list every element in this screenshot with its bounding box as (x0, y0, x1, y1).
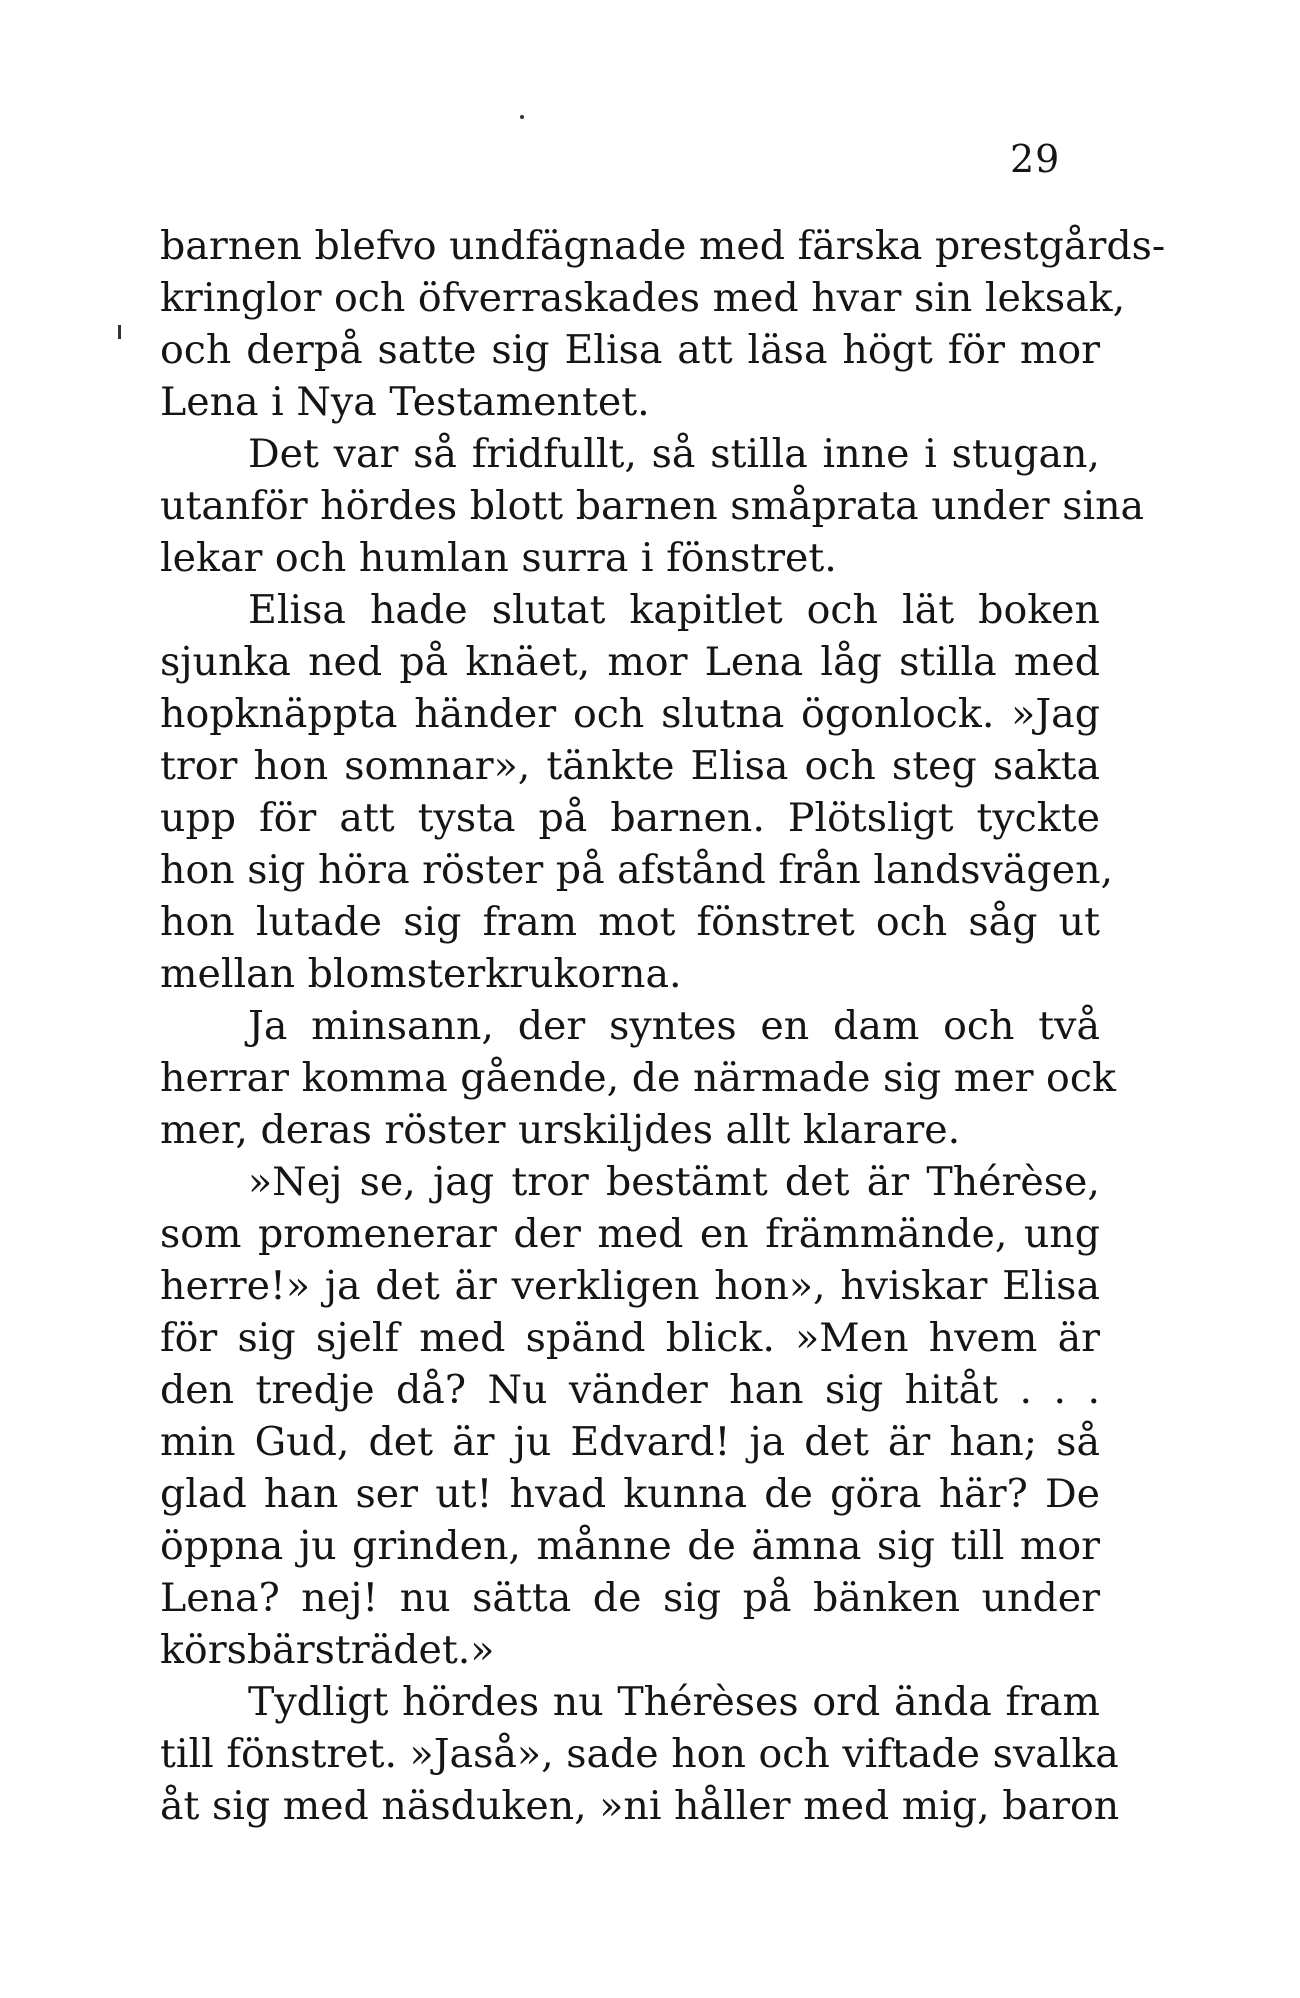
text-line: Tydligt hördes nu Thérèses ord ända fram (248, 1679, 1100, 1725)
text-line: herre!» ja det är verkligen hon», hviskar Elisa (160, 1263, 1100, 1309)
text-line: körsbärsträdet.» (160, 1627, 495, 1673)
text-line: barnen blefvo undfägnade med färska prestgårds- (160, 223, 1166, 269)
text-line: kringlor och öfverraskades med hvar sin leksak, (160, 275, 1126, 321)
text-line: Elisa hade slutat kapitlet och lät boken (248, 587, 1100, 633)
print-speck (520, 115, 524, 119)
text-line: hon lutade sig fram mot fönstret och såg ut (160, 899, 1100, 945)
text-line: hopknäppta händer och slutna ögonlock. »Jag (160, 691, 1100, 737)
paragraph (160, 1156, 1100, 1676)
text-line: den tredje då? Nu vänder han sig hitåt . . . (160, 1367, 1100, 1413)
text-line: tror hon somnar», tänkte Elisa och steg sakta (160, 743, 1100, 789)
text-line: sjunka ned på knäet, mor Lena låg stilla med (160, 639, 1100, 685)
text-line: herrar komma gående, de närmade sig mer ock (160, 1055, 1116, 1101)
text-line: Lena i Nya Testamentet. (160, 379, 650, 425)
text-line: glad han ser ut! hvad kunna de göra här? De (160, 1471, 1100, 1517)
paragraph (160, 220, 1166, 428)
print-speck (118, 325, 121, 339)
text-line: utanför hördes blott barnen småprata under sina (160, 483, 1145, 529)
paragraph (160, 1676, 1120, 1832)
text-line: till fönstret. »Jaså», sade hon och viftade svalka (160, 1731, 1119, 1777)
page-number: 29 (1010, 137, 1061, 181)
text-line: mellan blomsterkrukorna. (160, 951, 682, 997)
body-text (160, 220, 1166, 1832)
text-line: öppna ju grinden, månne de ämna sig till mor (160, 1523, 1100, 1569)
text-line: Det var så fridfullt, så stilla inne i stugan, (248, 431, 1100, 477)
text-line: Ja minsann, der syntes en dam och två (248, 1003, 1100, 1049)
text-line: mer, deras röster urskiljdes allt klarare. (160, 1107, 961, 1153)
paragraph (160, 1000, 1116, 1156)
paragraph (160, 584, 1114, 1000)
text-line: för sig sjelf med spänd blick. »Men hvem är (160, 1315, 1100, 1361)
text-line: som promenerar der med en främmände, ung (160, 1211, 1100, 1257)
text-line: Lena? nej! nu sätta de sig på bänken under (160, 1575, 1100, 1621)
text-line: lekar och humlan surra i fönstret. (160, 535, 837, 581)
text-line: upp för att tysta på barnen. Plötsligt tyckte (160, 795, 1100, 841)
paragraph (160, 428, 1145, 584)
text-line: åt sig med näsduken, »ni håller med mig, baron (160, 1783, 1120, 1829)
text-line: och derpå satte sig Elisa att läsa högt för mor (160, 327, 1100, 373)
text-line: hon sig höra röster på afstånd från landsvägen, (160, 847, 1114, 893)
text-line: min Gud, det är ju Edvard! ja det är han; så (160, 1419, 1100, 1465)
text-line: »Nej se, jag tror bestämt det är Thérèse, (248, 1159, 1100, 1205)
